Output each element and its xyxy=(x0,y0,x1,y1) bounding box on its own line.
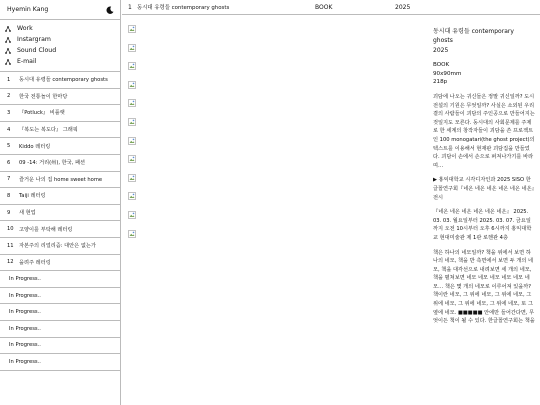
selected-project-bar xyxy=(122,0,540,15)
link-work[interactable] xyxy=(0,23,120,34)
project-image[interactable] xyxy=(128,81,136,89)
in-progress-item[interactable]: In Progress.. xyxy=(0,338,120,355)
broken-image-icon xyxy=(128,192,136,200)
broken-image-icon xyxy=(128,230,136,238)
project-item-4[interactable] xyxy=(0,122,120,139)
project-item-11[interactable] xyxy=(0,238,120,255)
project-item-3[interactable] xyxy=(0,105,120,122)
network-icon xyxy=(5,37,11,43)
broken-image-icon xyxy=(128,174,136,182)
project-item-title: 09 -14: 거리(州), 한국, 패션 xyxy=(19,160,86,167)
project-item-title: 즐거운 나의 집 home sweet home xyxy=(19,176,103,183)
detail-exhibition: ▶ 홍익대학교 시각디자인과 2025 SISO 한글꼴연구회『네온 네온 네온 네온 네온 네온』전시 xyxy=(433,177,535,201)
project-image[interactable] xyxy=(128,192,136,200)
link-sound-cloud[interactable] xyxy=(0,45,120,56)
network-icon xyxy=(5,26,11,32)
broken-image-icon xyxy=(128,211,136,219)
detail-pages: 218p xyxy=(433,79,448,86)
image-column xyxy=(128,25,136,248)
project-item-number: 3 xyxy=(7,109,11,116)
project-item-title: Taiji 레터링 xyxy=(19,193,46,200)
project-item-title: Kiddo 레터링 xyxy=(19,143,51,150)
project-image[interactable] xyxy=(128,211,136,219)
broken-image-icon xyxy=(128,25,136,33)
detail-size: 90x90mm xyxy=(433,70,462,77)
sidebar xyxy=(0,0,121,405)
project-image[interactable] xyxy=(128,137,136,145)
in-progress-item[interactable]: In Progress.. xyxy=(0,288,120,305)
project-image[interactable] xyxy=(128,99,136,107)
network-icon xyxy=(5,59,11,65)
sidebar-header xyxy=(0,0,120,20)
in-progress-item[interactable]: In Progress.. xyxy=(0,304,120,321)
broken-image-icon xyxy=(128,118,136,126)
project-item-title: 고양이를 부탁해 레터링 xyxy=(19,226,73,233)
external-links xyxy=(0,20,120,72)
project-item-9[interactable] xyxy=(0,205,120,222)
project-item-title: 새 현업 xyxy=(19,210,36,217)
project-image[interactable] xyxy=(128,174,136,182)
detail-year: 2025 xyxy=(433,46,449,54)
project-item-number: 4 xyxy=(7,126,11,133)
project-title: 동시대 유령들 contemporary ghosts xyxy=(137,5,230,11)
link-instargram[interactable] xyxy=(0,34,120,45)
project-image[interactable] xyxy=(128,44,136,52)
project-image[interactable] xyxy=(128,230,136,238)
project-image[interactable] xyxy=(128,25,136,33)
broken-image-icon xyxy=(128,62,136,70)
broken-image-icon xyxy=(128,137,136,145)
project-item-number: 2 xyxy=(7,93,11,100)
brand-name[interactable]: Hyemin Kang xyxy=(7,6,49,13)
project-item-8[interactable] xyxy=(0,188,120,205)
project-item-title: 『Potluck』 비플랫 xyxy=(19,110,65,117)
project-image[interactable] xyxy=(128,118,136,126)
project-item-title: 을려주 레터링 xyxy=(19,259,51,266)
project-list xyxy=(0,72,120,271)
project-item-number: 6 xyxy=(7,159,11,166)
project-number: 1 xyxy=(128,3,132,11)
link-label: E-mail xyxy=(17,58,37,65)
link-label: Work xyxy=(17,25,33,32)
detail-title: 동시대 유령들 contemporary ghosts xyxy=(433,28,514,45)
detail-essay: 책은 하나의 네모일까? 책을 위에서 보면 하나의 네모, 책을 반 측면에서 보면 두 개의 네모, 책을 대각선으로 내려보면 세 개의 네모, 책을 펼쳐보면 네모 네모 네모 네모 네모 네모… 책은 몇 개의 네모로 이루어져 있을까? 책이란 네모, 그 위에 네모, 그 위에 네모, 그 위에 네모, 그 위에 네모, 그 위에 네모, 또 그 옆에 네모. ■■■■■ 안에만 들어간다면, 무엇이든 책이 될 수 있다. 한글꼴연구회는 책을 xyxy=(433,249,535,325)
link-e-mail[interactable] xyxy=(0,56,120,67)
project-item-5[interactable] xyxy=(0,138,120,155)
project-year: 2025 xyxy=(395,3,411,11)
project-item-number: 12 xyxy=(7,259,14,266)
project-item-number: 11 xyxy=(7,242,14,249)
project-item-number: 7 xyxy=(7,176,11,183)
broken-image-icon xyxy=(128,155,136,163)
project-item-title: 동시대 유령들 contemporary ghosts xyxy=(19,77,108,84)
project-item-7[interactable] xyxy=(0,172,120,189)
project-item-10[interactable] xyxy=(0,221,120,238)
project-item-number: 9 xyxy=(7,209,11,216)
detail-schedule: 『네온 네온 네온 네온 네온 네온』 2025. 03. 03. 월요일부터 2025. 03. 07. 금요일까지 오전 10시부터 오후 6시까지 홍익대학교 현대미술관 제 1관 로헨관 4층 xyxy=(433,209,532,241)
moon-icon[interactable] xyxy=(106,6,114,14)
project-item-number: 1 xyxy=(7,76,11,83)
project-item-12[interactable] xyxy=(0,255,120,272)
project-item-2[interactable] xyxy=(0,89,120,106)
project-category: BOOK xyxy=(315,3,333,11)
link-label: Sound Cloud xyxy=(17,47,57,54)
project-item-title: 한국 전통놀이 한마당 xyxy=(19,93,68,100)
in-progress-item[interactable]: In Progress.. xyxy=(0,354,120,371)
project-detail xyxy=(433,27,535,332)
network-icon xyxy=(5,48,11,54)
broken-image-icon xyxy=(128,81,136,89)
detail-description: 괴담에 나오는 귀신들은 정말 귀신일까? 도시 전설의 기원은 무엇일까? 사실은 소외된 우리 곁의 사람들이 괴담의 주인공으로 만들어지는 것일지도 모른다. 동시대의 사회문제를 주제로 한 세계의 창작자들이 괴담을 쓴 프로젝트인 100 monogatari(the ghost project)의 텍스트를 이용해서 현재판 괴담집을 만들었다. 괴담이 손에서 손으로 퍼져나가기를 바라며… xyxy=(433,94,535,169)
project-image[interactable] xyxy=(128,62,136,70)
broken-image-icon xyxy=(128,99,136,107)
project-item-6[interactable] xyxy=(0,155,120,172)
project-item-1[interactable] xyxy=(0,72,120,89)
broken-image-icon xyxy=(128,44,136,52)
in-progress-list xyxy=(0,271,120,371)
project-item-number: 5 xyxy=(7,143,11,150)
project-item-number: 10 xyxy=(7,226,14,233)
project-image[interactable] xyxy=(128,155,136,163)
project-item-title: 자본주의 리얼리즘: 대안은 없는가 xyxy=(19,243,96,250)
detail-category: BOOK xyxy=(433,62,450,69)
in-progress-item[interactable]: In Progress.. xyxy=(0,271,120,288)
in-progress-item[interactable]: In Progress.. xyxy=(0,321,120,338)
project-item-number: 8 xyxy=(7,192,11,199)
link-label: Instargram xyxy=(17,36,51,43)
project-item-title: 『복도는 복도다』 그래픽 xyxy=(19,127,78,134)
